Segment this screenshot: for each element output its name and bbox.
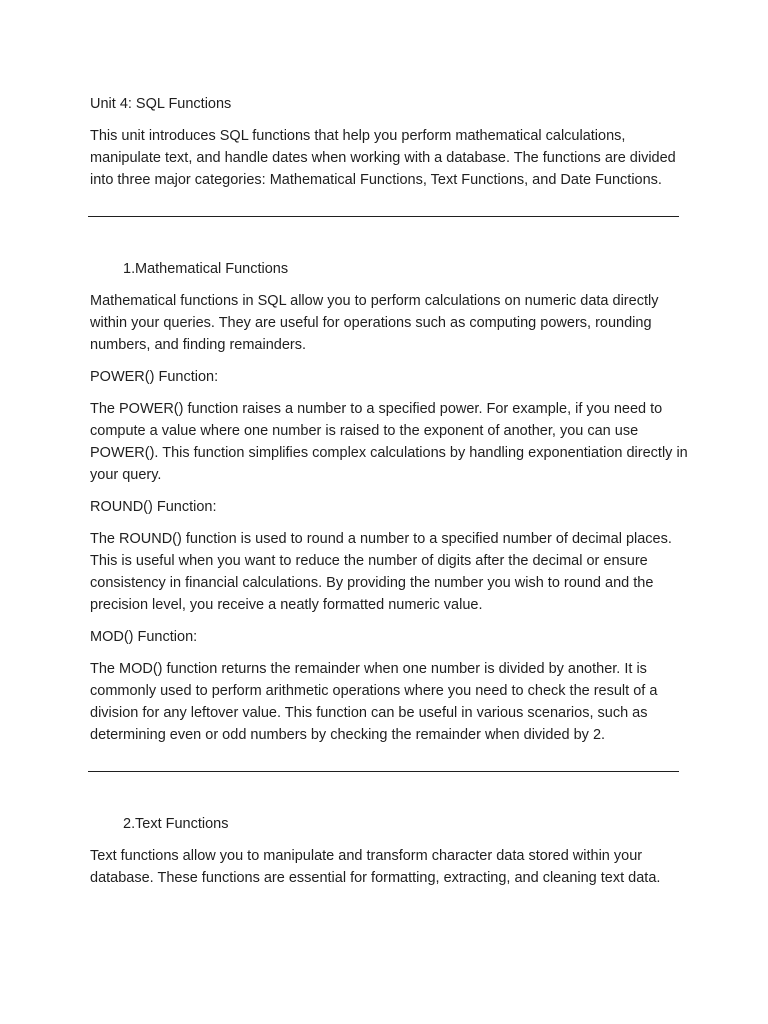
horizontal-divider <box>88 216 679 217</box>
power-function-paragraph: The POWER() function raises a number to a specified power. For example, if you need to compute a value where one number is raised to the exponent of another, you can use POWER(). This function simplifies complex calculations by handling exponentiation directly in your query. <box>90 401 688 483</box>
section-heading-text <box>90 813 690 835</box>
section-title: Text Functions <box>135 816 229 832</box>
document-page <box>90 93 690 899</box>
section-title: Mathematical Functions <box>135 261 289 277</box>
mod-function-heading: MOD() Function: <box>90 629 198 645</box>
horizontal-divider <box>88 771 679 772</box>
section-number: 1. <box>123 261 136 277</box>
document-title: Unit 4: SQL Functions <box>90 96 232 112</box>
round-function-heading: ROUND() Function: <box>90 499 217 515</box>
intro-paragraph: This unit introduces SQL functions that help you perform mathematical calculations, manipulate text, and handle dates when working with a database. The functions are divided into three major categories: Mathematical Functions, Text Functions, and Date Functions. <box>90 128 676 188</box>
section-heading-mathematical <box>90 258 690 280</box>
section-number: 2. <box>123 816 136 832</box>
round-function-paragraph: The ROUND() function is used to round a number to a specified number of decimal places. This is useful when you want to reduce the number of digits after the decimal or ensure consistency in financial calculations. By providing the number you wish to round and the precision level, you receive a neatly formatted numeric value. <box>90 531 672 613</box>
section-intro-paragraph: Mathematical functions in SQL allow you to perform calculations on numeric data directly within your queries. They are useful for operations such as computing powers, rounding numbers, and finding remainders. <box>90 293 659 353</box>
power-function-heading: POWER() Function: <box>90 369 219 385</box>
section-intro-paragraph: Text functions allow you to manipulate and transform character data stored within your database. These functions are essential for formatting, extracting, and cleaning text data. <box>90 848 661 886</box>
mod-function-paragraph: The MOD() function returns the remainder when one number is divided by another. It is commonly used to perform arithmetic operations where you need to check the result of a division for any leftover value. This function can be useful in various scenarios, such as determining even or odd numbers by checking the remainder when divided by 2. <box>90 661 658 743</box>
